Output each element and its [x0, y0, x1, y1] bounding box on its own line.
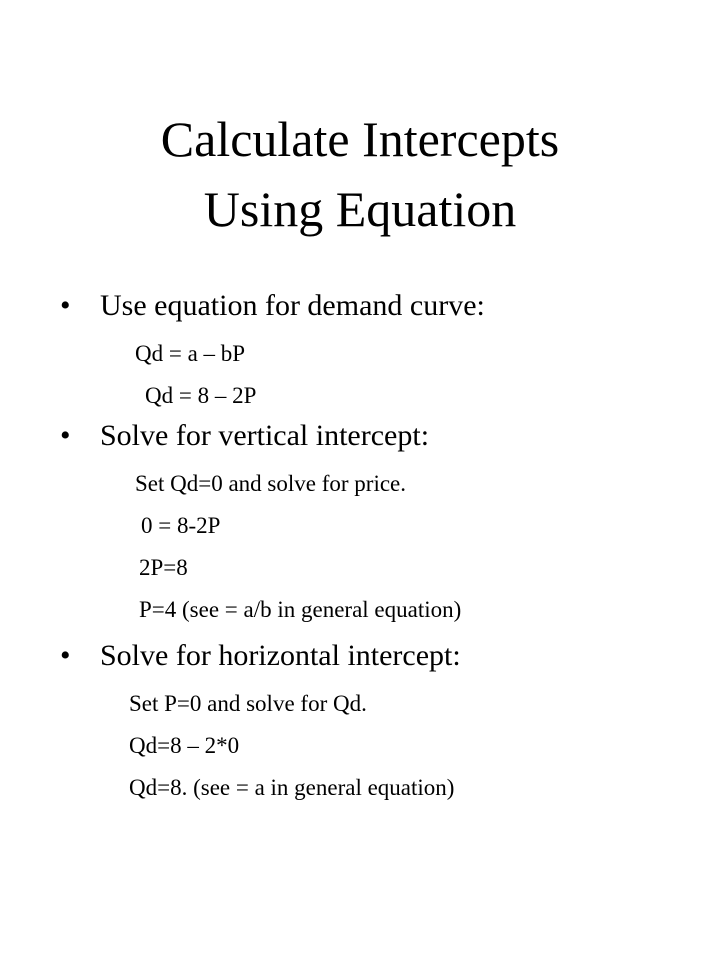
bullet-heading: Solve for horizontal intercept: [100, 639, 461, 672]
slide-title-line-1: Calculate Intercepts [160, 111, 560, 167]
equation-general: Qd = a – bP [135, 341, 246, 366]
bullet-demand-equation [60, 288, 485, 324]
vertical-step-3: 2P=8 [139, 555, 188, 580]
bullet-horizontal-intercept [60, 638, 461, 674]
bullet-icon: • [60, 289, 71, 322]
bullet-vertical-intercept [60, 418, 429, 454]
equation-specific: Qd = 8 – 2P [145, 383, 257, 408]
bullet-icon: • [60, 639, 71, 672]
horizontal-step-1: Set P=0 and solve for Qd. [129, 691, 367, 716]
vertical-step-2: 0 = 8-2P [141, 513, 221, 538]
bullet-icon: • [60, 419, 71, 452]
vertical-step-4: P=4 (see = a/b in general equation) [139, 597, 462, 622]
slide-title-line-2: Using Equation [203, 181, 517, 237]
horizontal-step-3: Qd=8. (see = a in general equation) [129, 775, 455, 800]
bullet-heading: Use equation for demand curve: [100, 289, 485, 322]
vertical-step-1: Set Qd=0 and solve for price. [135, 471, 407, 496]
horizontal-step-2: Qd=8 – 2*0 [129, 733, 240, 758]
bullet-heading: Solve for vertical intercept: [100, 419, 430, 452]
